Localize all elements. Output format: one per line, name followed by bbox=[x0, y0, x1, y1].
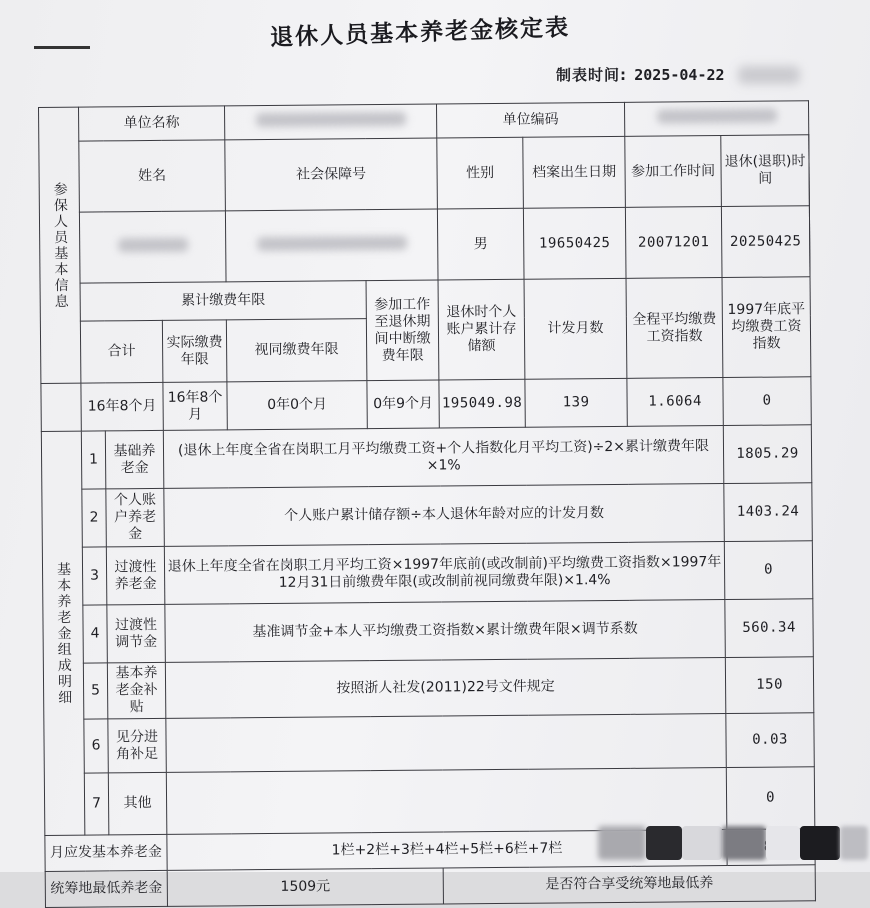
value-account-balance: 195049.98 bbox=[439, 379, 525, 428]
row-item-name: 见分进角补足 bbox=[108, 718, 166, 773]
unit-name-label: 单位名称 bbox=[79, 106, 225, 141]
total-formula: 1栏+2栏+3栏+4栏+5栏+6栏+7栏 bbox=[167, 830, 727, 871]
header-actual-years: 实际缴费年限 bbox=[162, 320, 227, 383]
row-amount: 0 bbox=[724, 541, 813, 600]
value-gender: 男 bbox=[437, 208, 524, 280]
header-cumulative-years: 累计缴费年限 bbox=[80, 281, 366, 321]
corner-dash-mark bbox=[34, 46, 90, 49]
header-gender: 性别 bbox=[437, 137, 524, 209]
row-number: 6 bbox=[84, 719, 108, 773]
insured-section-label: 参保人员基本信息 bbox=[39, 107, 81, 383]
total-label: 月应发基本养老金 bbox=[45, 834, 167, 871]
row-item-name: 基本养老金补贴 bbox=[107, 662, 165, 719]
header-avg-index: 全程平均缴费工资指数 bbox=[626, 278, 723, 379]
form-title: 退休人员基本养老金核定表 bbox=[269, 14, 571, 52]
header-retire-time: 退休(退职)时间 bbox=[721, 135, 810, 207]
minimum-question: 是否符合享受统筹地最低养 bbox=[443, 865, 815, 904]
header-payout-months: 计发月数 bbox=[524, 278, 627, 379]
overlay-block bbox=[598, 826, 646, 860]
value-work-start: 20071201 bbox=[625, 207, 722, 279]
value-ssn bbox=[225, 209, 438, 282]
unit-code-value bbox=[624, 101, 808, 137]
header-name: 姓名 bbox=[79, 140, 226, 212]
row-item-name: 其他 bbox=[108, 772, 167, 835]
header-work-start: 参加工作时间 bbox=[625, 136, 722, 208]
row-number: 4 bbox=[83, 605, 108, 663]
row-formula: 基准调节金+本人平均缴费工资指数×累计缴费年限×调节系数 bbox=[165, 600, 726, 663]
row-amount: 560.34 bbox=[725, 599, 814, 658]
redacted-ssn bbox=[257, 235, 407, 250]
unit-name-value bbox=[225, 104, 437, 140]
row-item-name: 过渡性养老金 bbox=[106, 546, 165, 605]
value-avg-index: 1.6064 bbox=[627, 378, 723, 427]
value-total-years: 16年8个月 bbox=[81, 382, 163, 431]
overlay-block bbox=[840, 826, 868, 860]
redacted-unit-code bbox=[657, 109, 777, 124]
row-number: 5 bbox=[83, 663, 107, 719]
header-ssn: 社会保障号 bbox=[225, 138, 438, 211]
overlay-block bbox=[800, 826, 840, 860]
header-birth: 档案出生日期 bbox=[523, 136, 626, 208]
date-label: 制表时间: bbox=[556, 66, 627, 84]
row-item-name: 个人账户养老金 bbox=[106, 488, 165, 547]
value-payout-months: 139 bbox=[525, 378, 627, 427]
value-interrupted-years: 0年9个月 bbox=[367, 380, 439, 429]
row-amount: 0.03 bbox=[726, 713, 814, 768]
redacted-person-name bbox=[118, 237, 188, 252]
row-amount: 0 bbox=[726, 767, 815, 830]
header-account-balance: 退休时个人账户累计存储额 bbox=[438, 279, 525, 380]
overlay-block bbox=[766, 826, 800, 860]
row-item-name: 过渡性调节金 bbox=[107, 604, 166, 663]
photo-overlay-blocks bbox=[598, 812, 870, 872]
overlay-block bbox=[722, 826, 766, 860]
unit-code-label: 单位编码 bbox=[437, 102, 625, 138]
row-number: 7 bbox=[84, 773, 109, 835]
date-line bbox=[556, 64, 725, 85]
row-amount: 1403.24 bbox=[724, 483, 813, 542]
row-number: 3 bbox=[82, 547, 107, 605]
row-amount: 150 bbox=[725, 657, 813, 714]
header-total-years: 合计 bbox=[80, 320, 163, 383]
row-formula: 个人账户累计储存额÷本人退休年龄对应的计发月数 bbox=[164, 484, 725, 547]
value-index-1997: 0 bbox=[723, 377, 811, 426]
row-number: 1 bbox=[81, 431, 106, 489]
value-name bbox=[79, 211, 226, 283]
row-formula: (退休上年度全省在岗职工月平均缴费工资+个人指数化月平均工资)÷2×累计缴费年限×1% bbox=[163, 426, 724, 489]
minimum-value: 1509元 bbox=[167, 868, 443, 906]
header-deemed-years: 视同缴费年限 bbox=[226, 319, 367, 382]
insured-section-label-tail bbox=[41, 383, 81, 431]
redacted-date-suffix bbox=[738, 66, 800, 84]
row-number: 2 bbox=[82, 489, 107, 547]
pension-section-label: 基本养老金组成明细 bbox=[41, 431, 85, 835]
header-index-1997: 1997年底平均缴费工资指数 bbox=[722, 277, 811, 378]
pension-table bbox=[38, 100, 816, 908]
row-formula: 退休上年度全省在岗职工月平均工资×1997年底前(或改制前)平均缴费工资指数×1997年12月31日前缴费年限(或改制前视同缴费年限)×1.4% bbox=[164, 542, 725, 605]
redacted-unit-name bbox=[256, 112, 406, 127]
value-deemed-years: 0年0个月 bbox=[227, 381, 367, 430]
row-formula: 按照浙人社发(2011)22号文件规定 bbox=[165, 658, 725, 719]
header-interrupted-years: 参加工作至退休期间中断缴费年限 bbox=[366, 280, 439, 381]
value-retire-time: 20250425 bbox=[721, 206, 810, 278]
minimum-label: 统筹地最低养老金 bbox=[45, 870, 167, 907]
date-value: 2025-04-22 bbox=[634, 66, 725, 84]
overlay-block bbox=[682, 826, 722, 860]
row-amount: 1805.29 bbox=[723, 425, 812, 484]
row-item-name: 基础养老金 bbox=[105, 430, 164, 489]
row-formula bbox=[166, 714, 726, 773]
overlay-block bbox=[646, 826, 682, 860]
value-actual-years: 16年8个月 bbox=[163, 382, 227, 431]
value-birth: 19650425 bbox=[523, 207, 626, 279]
